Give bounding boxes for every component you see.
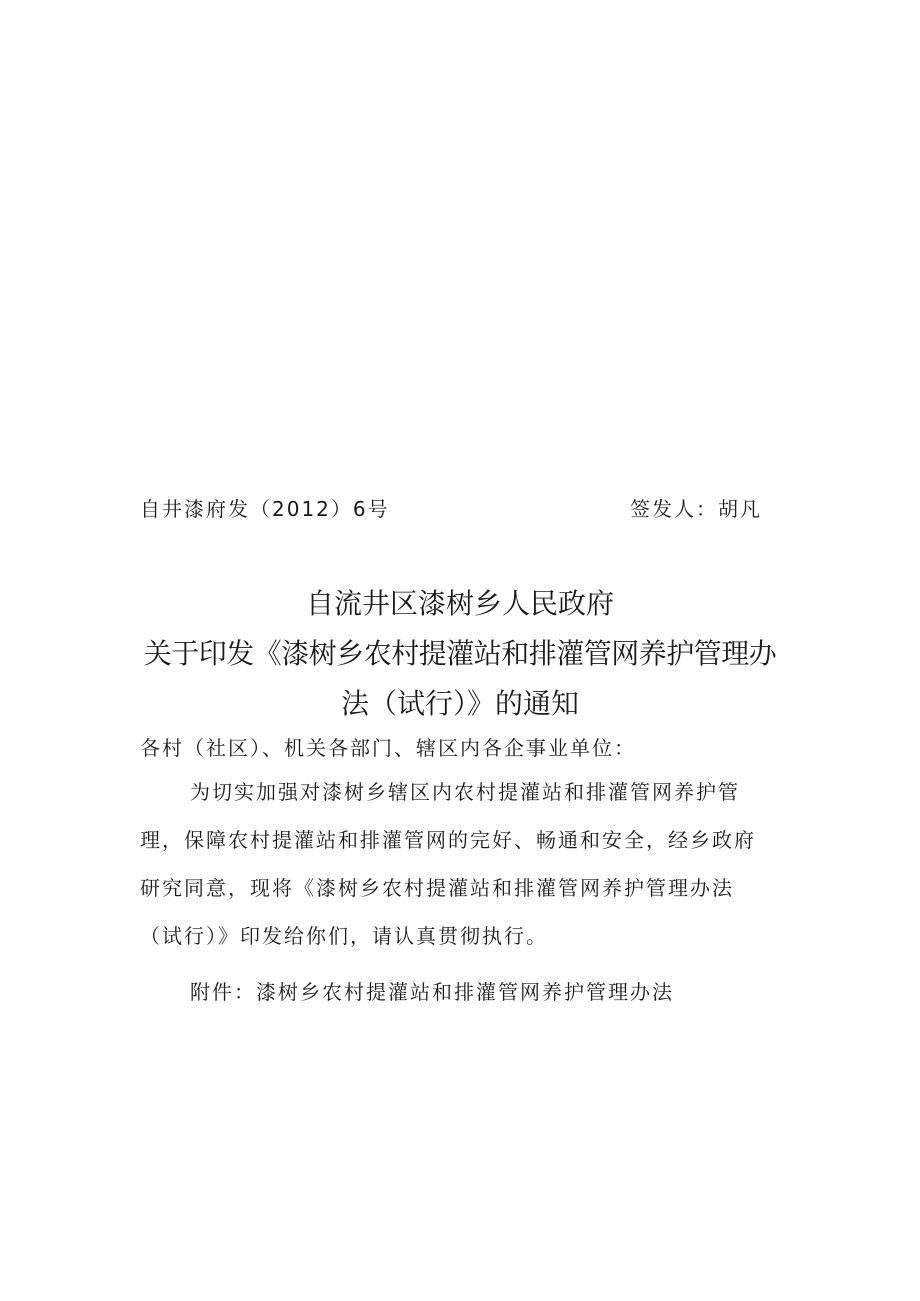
paragraph-line: （试行）》印发给你们，请认真贯彻执行。 [140, 924, 548, 948]
paragraph-line: 为切实加强对漆树乡辖区内农村提灌站和排灌管网养护管 [190, 780, 740, 804]
salutation: 各村（社区）、机关各部门、辖区内各企事业单位： [140, 736, 636, 760]
title-subject-line-1: 关于印发《漆树乡农村提灌站和排灌管网养护管理办 [143, 637, 777, 670]
title-issuer: 自流井区漆树乡人民政府 [305, 587, 614, 620]
title-subject-line-2: 法（试行）》的通知 [340, 687, 579, 720]
signer: 签发人：胡凡 [630, 497, 762, 521]
document-number: 自井漆府发（2012）6号 [140, 497, 390, 521]
attachment-note: 附件：漆树乡农村提灌站和排灌管网养护管理办法 [190, 980, 674, 1004]
paragraph-line: 研究同意，现将《漆树乡农村提灌站和排灌管网养护管理办法 [140, 876, 734, 900]
document-header [140, 494, 762, 524]
paragraph-line: 理，保障农村提灌站和排灌管网的完好、畅通和安全，经乡政府 [140, 828, 756, 852]
